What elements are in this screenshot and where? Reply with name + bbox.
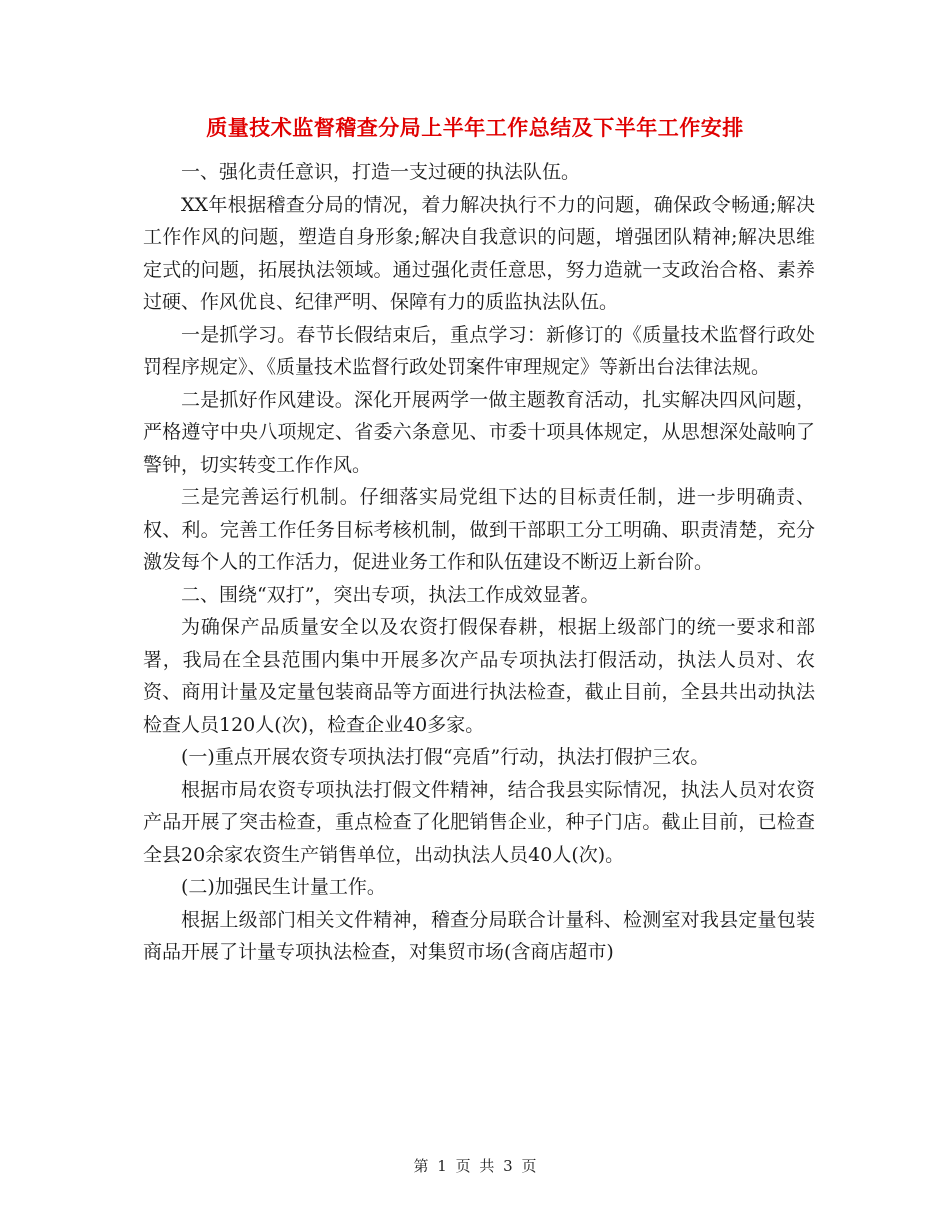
document-title: 质量技术监督稽查分局上半年工作总结及下半年工作安排 [206, 116, 744, 140]
paragraph-heading-2: 二、围绕“双打”，突出专项，执法工作成效显著。 [181, 583, 600, 606]
paragraph-heading-1: 一、强化责任意识，打造一支过硬的执法队伍。 [181, 161, 581, 183]
paragraph: 一是抓学习。春节长假结束后，重点学习：新修订的《质量技术监督行政处罚程序规定》、《质量技术监督行政处罚案件审理规定》等新出台法律法规。 [143, 323, 815, 378]
paragraph: 三是完善运行机制。仔细落实局党组下达的目标责任制，进一步明确责、权、利。完善工作任务目标考核机制，做到干部职工分工明确、职责清楚，充分激发每个人的工作活力，促进业务工作和队伍建设不断迈上新台阶。 [143, 486, 815, 573]
page-footer: 第 1 页 共 3 页 [413, 1157, 537, 1175]
paragraph: 二是抓好作风建设。深化开展两学一做主题教育活动，扎实解决四风问题，严格遵守中央八项规定、省委六条意见、市委十项具体规定，从思想深处敲响了警钟，切实转变工作作风。 [143, 388, 815, 476]
document-body [143, 156, 815, 969]
paragraph: 为确保产品质量安全以及农资打假保春耕，根据上级部门的统一要求和部署，我局在全县范围内集中开展多次产品专项执法打假活动，执法人员对、农资、商用计量及定量包装商品等方面进行执法检查，截止目前，全县共出动执法检查人员120人(次)，检查企业40多家。 [143, 616, 815, 736]
paragraph-subheading-2: (二)加强民生计量工作。 [181, 876, 386, 898]
paragraph: XX年根据稽查分局的情况，着力解决执行不力的问题，确保政令畅通;解决工作作风的问题，塑造自身形象;解决自我意识的问题，增强团队精神;解决思维定式的问题，拓展执法领域。通过强化责任意思，努力造就一支政治合格、素养过硬、作风优良、纪律严明、保障有力的质监执法队伍。 [143, 193, 815, 313]
paragraph: 根据上级部门相关文件精神，稽查分局联合计量科、检测室对我县定量包装商品开展了计量专项执法检查，对集贸市场(含商店超市) [143, 908, 815, 963]
paragraph: 根据市局农资专项执法打假文件精神，结合我县实际情况，执法人员对农资产品开展了突击检查，重点检查了化肥销售企业，种子门店。截止目前，已检查全县20余家农资生产销售单位，出动执法人员40人(次)。 [143, 778, 815, 866]
paragraph-subheading-1: (一)重点开展农资专项执法打假“亮盾”行动，执法打假护三农。 [181, 746, 710, 768]
